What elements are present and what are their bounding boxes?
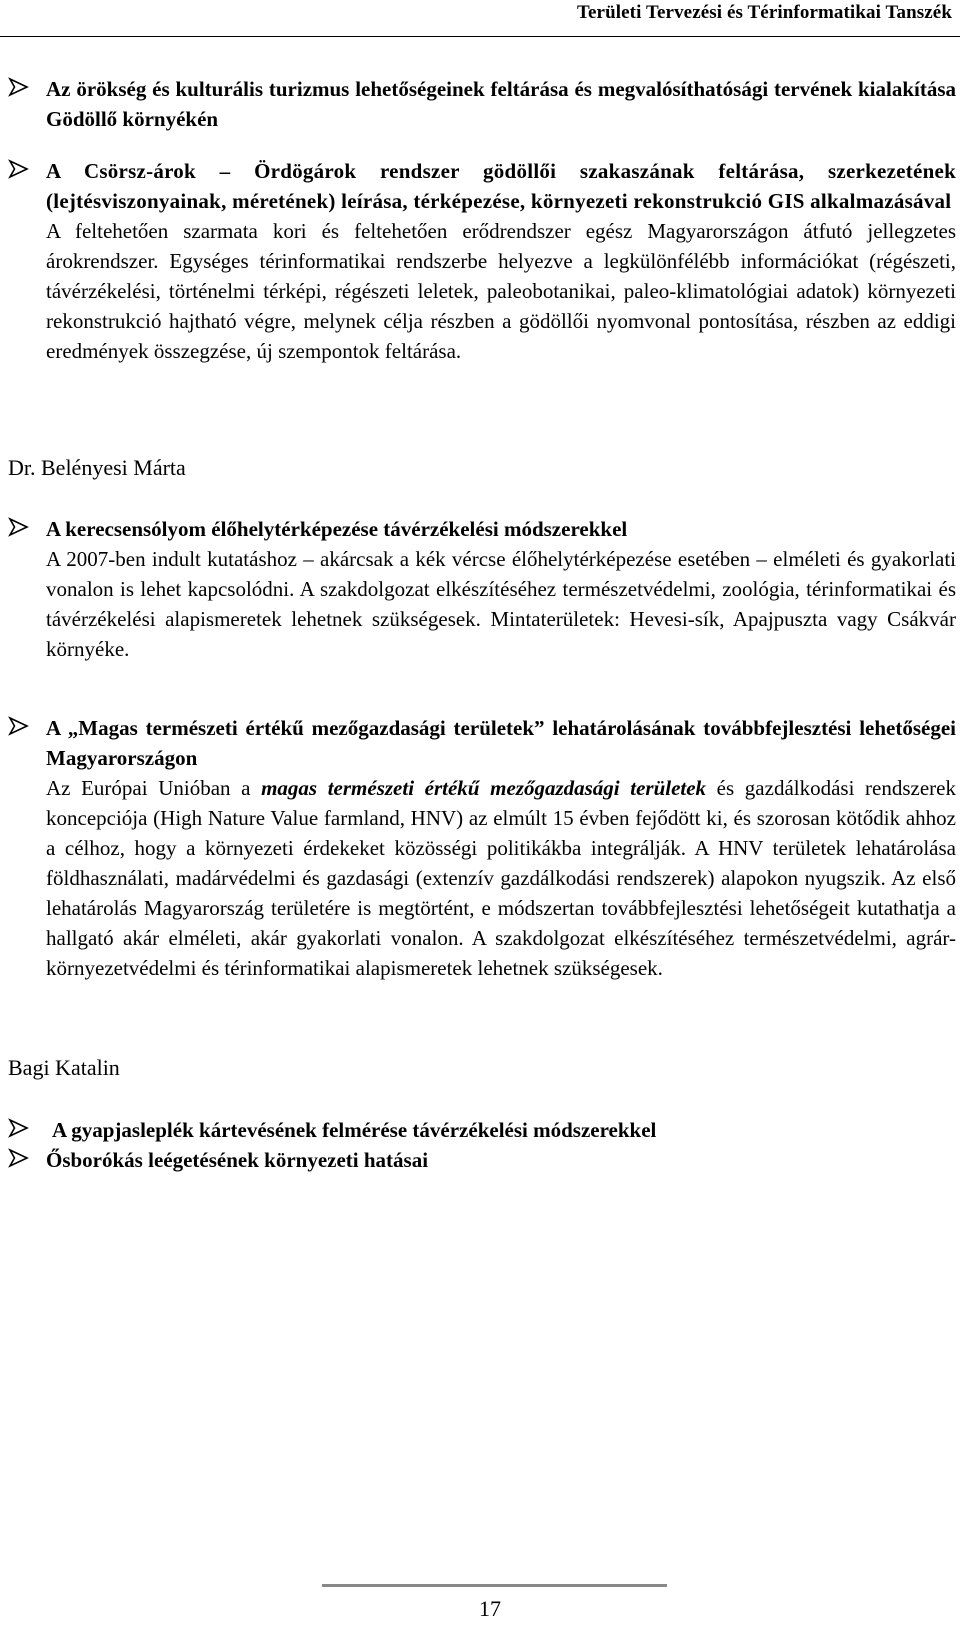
header-divider: [0, 36, 960, 37]
topic-item: [46, 74, 956, 134]
topic-title: Ősborókás leégetésének környezeti hatásai: [46, 1148, 429, 1172]
arrowhead-bullet-icon: [8, 715, 30, 737]
page-number: 17: [479, 1596, 501, 1621]
topic-item: [46, 156, 956, 366]
topic-item: [46, 1145, 956, 1175]
running-header: Területi Tervezési és Térinformatikai Tanszék: [577, 2, 952, 23]
topic-title: Az örökség és kulturális turizmus lehetőségeinek feltárása és megvalósíthatósági tervének kialakítása Gödöllő környékén: [46, 77, 956, 131]
topic-title: A „Magas természeti értékű mezőgazdasági területek” lehatárolásának továbbfejlesztési lehetőségei Magyarországon: [46, 716, 956, 770]
topic-title: A Csörsz-árok – Ördögárok rendszer gödöllői szakaszának feltárása, szerkezetének (lejtésviszonyainak, méretének) leírása, térképezése, környezeti rekonstrukció GIS alkalmazásával: [46, 159, 956, 213]
arrowhead-bullet-icon: [8, 1147, 30, 1169]
arrowhead-bullet-icon: [8, 1117, 30, 1139]
supervisor-name: Dr. Belényesi Márta: [8, 455, 186, 480]
description-text: és gazdálkodási rendszerek koncepciója (High Nature Value farmland, HNV) az elmúlt 15 évben fejődött ki, és szorosan kötődik ahhoz a célhoz, hogy a környezeti érdekeket közösségi politikákba integrálják. A HNV területek lehatárolása földhasználati, madárvédelmi és gazdasági (extenzív gazdálkodási rendszerek) alapokon nyugszik. Az első lehatárolás Magyarország területére is megtörtént, e módszertan továbbfejlesztési lehetőségeit kutathatja a hallgató akár elméleti, akár gyakorlati vonalon. A szakdolgozat elkészítéséhez természetvédelmi, agrár-környezetvédelmi és térinformatikai alapismeretek lehetnek szükségesek.: [46, 776, 956, 980]
description-text: Az Európai Unióban a: [46, 776, 262, 800]
topic-title: A kerecsensólyom élőhelytérképezése távérzékelési módszerekkel: [46, 517, 628, 541]
emphasized-term: magas természeti értékű mezőgazdasági területek: [261, 776, 707, 800]
arrowhead-bullet-icon: [8, 76, 30, 98]
topic-description: [46, 773, 956, 983]
topic-title: A gyapjasleplék kártevésének felmérése távérzékelési módszerekkel: [52, 1118, 657, 1142]
topic-item: [46, 514, 956, 664]
footer-divider: [322, 1584, 667, 1587]
supervisor-name: Bagi Katalin: [8, 1055, 120, 1080]
topic-item: [46, 713, 956, 983]
arrowhead-bullet-icon: [8, 516, 30, 538]
topic-description: A feltehetően szarmata kori és feltehetően erődrendszer egész Magyarországon átfutó jellegzetes árokrendszer. Egységes térinformatikai rendszerbe helyezve a legkülönfélébb információkat (régészeti, távérzékelési, történelmi térképi, régészeti leletek, paleobotanikai, paleo-klimatológiai adatok) környezeti rekonstrukció hajtható végre, melynek célja részben a gödöllői nyomvonal pontosítása, részben az eddigi eredmények összegzése, új szempontok feltárása.: [46, 219, 956, 363]
arrowhead-bullet-icon: [8, 158, 30, 180]
topic-description: A 2007-ben indult kutatáshoz – akárcsak a kék vércse élőhelytérképezése esetében – elméleti és gyakorlati vonalon is lehet kapcsolódni. A szakdolgozat elkészítéséhez természetvédelmi, zoológia, térinformatikai és távérzékelési alapismeretek lehetnek szükségesek. Mintaterületek: Hevesi-sík, Apajpuszta vagy Csákvár környéke.: [46, 547, 956, 661]
topic-item: [46, 1115, 956, 1145]
